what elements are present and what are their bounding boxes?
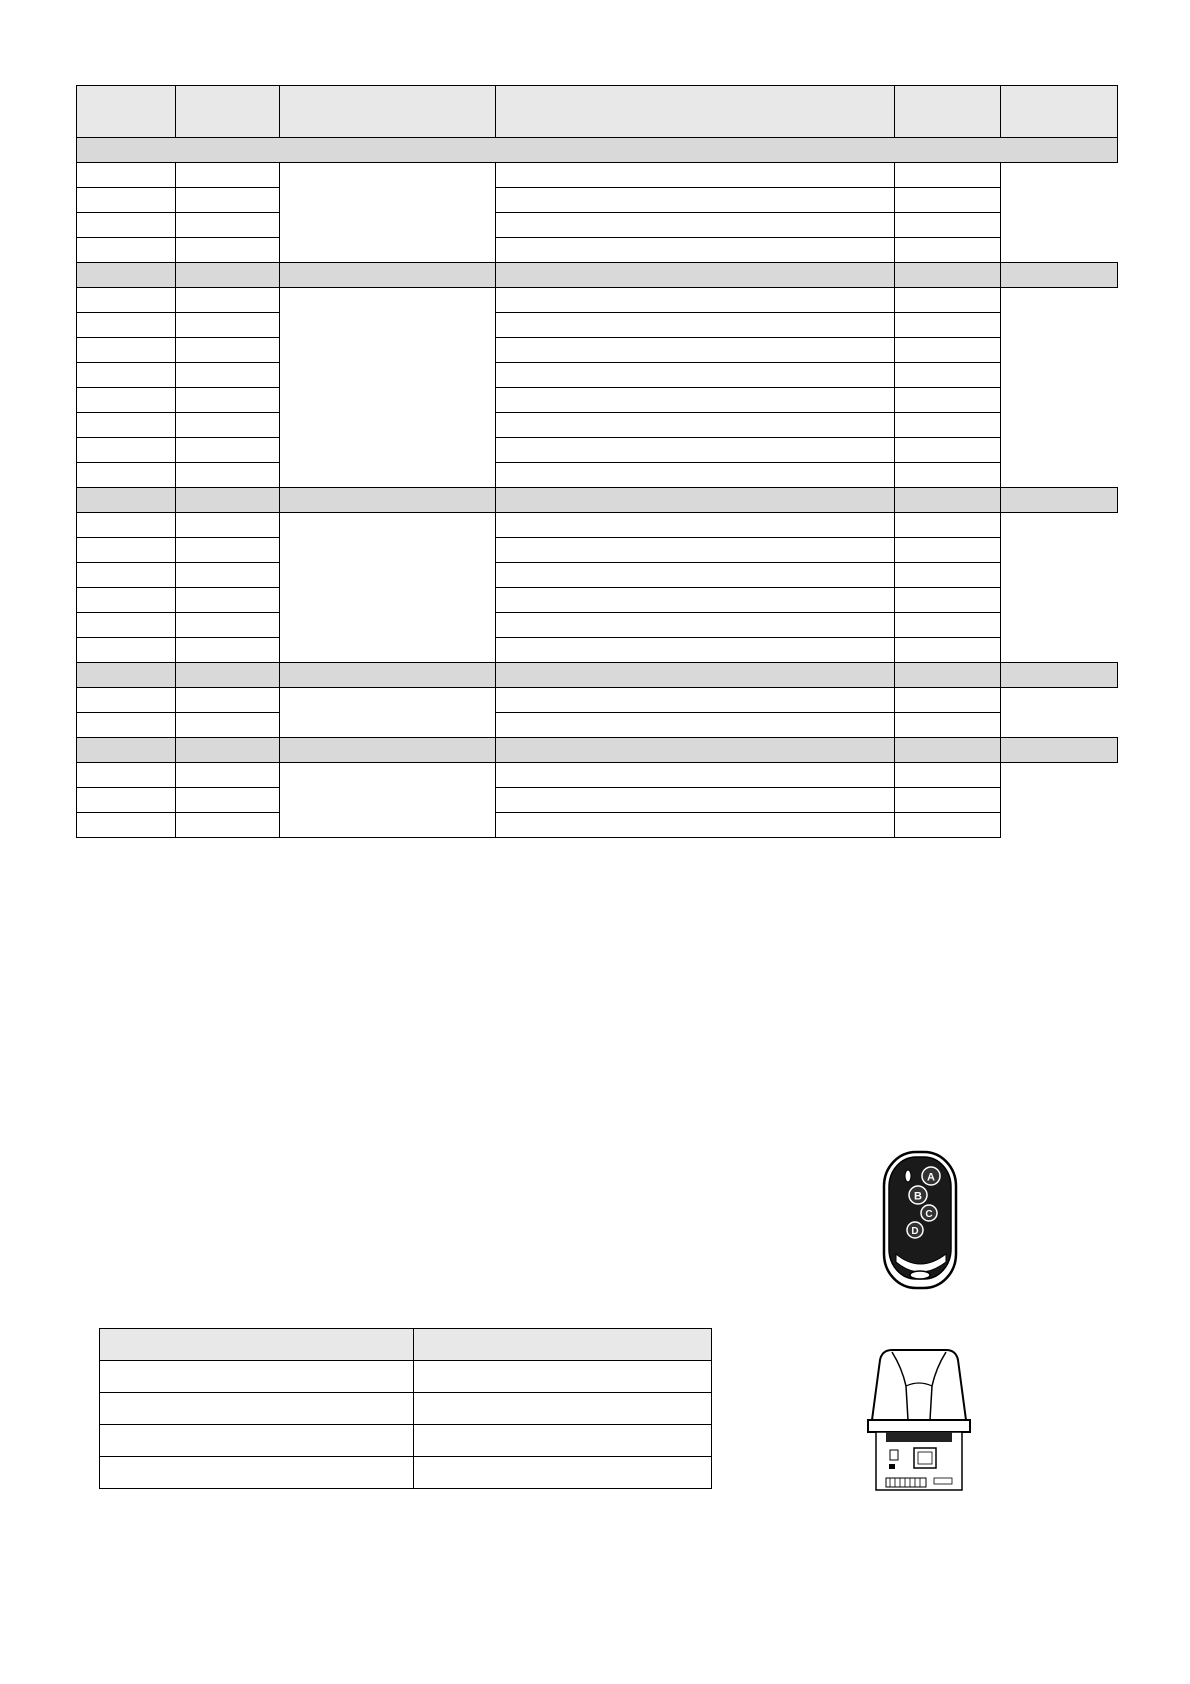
table-cell xyxy=(895,288,1001,313)
svg-text:A: A xyxy=(927,1171,935,1184)
header-cell xyxy=(176,86,280,138)
table-cell xyxy=(496,413,895,438)
group-label-cell xyxy=(280,163,496,263)
table-cell xyxy=(895,413,1001,438)
table-row xyxy=(77,613,1118,638)
svg-text:C: C xyxy=(925,1209,933,1220)
table-cell xyxy=(77,288,176,313)
table-cell xyxy=(176,363,280,388)
table-cell xyxy=(895,388,1001,413)
table-row xyxy=(77,163,1118,188)
table-row xyxy=(77,713,1118,738)
table-cell xyxy=(895,313,1001,338)
table-cell xyxy=(414,1361,712,1393)
table-cell xyxy=(496,763,895,788)
table-row xyxy=(77,763,1118,788)
table-cell xyxy=(895,338,1001,363)
table-cell xyxy=(895,438,1001,463)
header-cell xyxy=(496,86,895,138)
table-cell xyxy=(414,1425,712,1457)
table-cell xyxy=(895,238,1001,263)
table-row xyxy=(77,238,1118,263)
table-cell xyxy=(414,1393,712,1425)
table-cell xyxy=(895,788,1001,813)
table-cell xyxy=(176,638,280,663)
table-cell xyxy=(496,788,895,813)
table-row xyxy=(77,463,1118,488)
table-cell xyxy=(895,588,1001,613)
group-label-cell xyxy=(280,688,496,738)
table-row xyxy=(77,363,1118,388)
section-cell xyxy=(77,263,176,288)
table-cell xyxy=(77,813,176,838)
table-row xyxy=(77,213,1118,238)
table-cell xyxy=(77,238,176,263)
group-label-cell xyxy=(280,288,496,488)
table-cell xyxy=(414,1457,712,1489)
table-cell xyxy=(176,188,280,213)
section-cell xyxy=(1001,263,1118,288)
table-cell xyxy=(496,363,895,388)
section-cell xyxy=(496,663,895,688)
table-header-row xyxy=(77,86,1118,138)
table-row xyxy=(77,688,1118,713)
header-cell xyxy=(1001,86,1118,138)
table-cell xyxy=(176,763,280,788)
section-cell xyxy=(496,263,895,288)
table-cell xyxy=(496,438,895,463)
remote-button-a xyxy=(922,1167,940,1185)
table-row xyxy=(77,513,1118,538)
table-cell xyxy=(895,463,1001,488)
table-cell xyxy=(895,213,1001,238)
table-cell xyxy=(100,1361,414,1393)
table-cell xyxy=(496,163,895,188)
section-cell xyxy=(895,663,1001,688)
table-cell xyxy=(77,763,176,788)
table-cell xyxy=(77,163,176,188)
table-cell xyxy=(77,213,176,238)
table-row xyxy=(77,288,1118,313)
table-cell xyxy=(176,613,280,638)
table-cell xyxy=(77,588,176,613)
header-cell xyxy=(895,86,1001,138)
table-row xyxy=(77,638,1118,663)
svg-text:B: B xyxy=(914,1190,922,1203)
table-cell xyxy=(496,463,895,488)
table-cell xyxy=(77,463,176,488)
table-cell xyxy=(895,763,1001,788)
table-row xyxy=(77,338,1118,363)
section-cell xyxy=(280,663,496,688)
table-cell xyxy=(496,588,895,613)
table-row xyxy=(77,538,1118,563)
table-cell xyxy=(77,788,176,813)
section-header-row xyxy=(77,663,1118,688)
table-cell xyxy=(176,788,280,813)
table-cell xyxy=(77,613,176,638)
table-cell xyxy=(496,813,895,838)
table-row xyxy=(77,788,1118,813)
section-cell xyxy=(77,663,176,688)
table-cell xyxy=(496,638,895,663)
section-cell xyxy=(895,488,1001,513)
table-row xyxy=(77,313,1118,338)
table-cell xyxy=(176,438,280,463)
table-cell xyxy=(176,688,280,713)
table-cell xyxy=(77,688,176,713)
specification-table xyxy=(76,85,1118,838)
section-cell xyxy=(77,738,176,763)
table-row xyxy=(100,1393,712,1425)
table-row xyxy=(77,563,1118,588)
section-cell xyxy=(1001,738,1118,763)
table-cell xyxy=(77,713,176,738)
table-cell xyxy=(496,338,895,363)
table-cell xyxy=(176,288,280,313)
svg-text:D: D xyxy=(911,1226,919,1237)
section-cell xyxy=(176,663,280,688)
table-cell xyxy=(77,413,176,438)
table-row xyxy=(100,1361,712,1393)
section-cell xyxy=(496,488,895,513)
table-cell xyxy=(100,1457,414,1489)
small-table xyxy=(99,1328,712,1489)
table-cell xyxy=(77,538,176,563)
table-cell xyxy=(77,338,176,363)
header-cell xyxy=(77,86,176,138)
section-header-row xyxy=(77,488,1118,513)
table-row xyxy=(77,438,1118,463)
table-cell xyxy=(895,538,1001,563)
table-cell xyxy=(496,538,895,563)
table-cell xyxy=(176,338,280,363)
table-cell xyxy=(176,588,280,613)
table-cell xyxy=(895,188,1001,213)
key-fob-remote-icon xyxy=(876,1150,972,1292)
table-cell xyxy=(496,238,895,263)
header-cell xyxy=(280,86,496,138)
section-header-row xyxy=(77,738,1118,763)
table-cell xyxy=(100,1393,414,1425)
table-cell xyxy=(496,688,895,713)
table-cell xyxy=(77,638,176,663)
table-row xyxy=(100,1425,712,1457)
section-cell xyxy=(280,488,496,513)
table-cell xyxy=(496,713,895,738)
table-cell xyxy=(77,563,176,588)
title-cell xyxy=(77,138,1118,163)
table-cell xyxy=(100,1425,414,1457)
table-cell xyxy=(895,713,1001,738)
table-cell xyxy=(176,513,280,538)
table-cell xyxy=(895,638,1001,663)
table-cell xyxy=(77,438,176,463)
small-table-header-row xyxy=(100,1329,712,1361)
section-cell xyxy=(176,263,280,288)
remote-button-d xyxy=(907,1222,923,1238)
section-cell xyxy=(496,738,895,763)
table-cell xyxy=(496,513,895,538)
table-cell xyxy=(77,388,176,413)
table-cell xyxy=(496,388,895,413)
table-cell xyxy=(176,538,280,563)
receiver-module-icon xyxy=(862,1346,976,1494)
section-cell xyxy=(1001,488,1118,513)
table-cell xyxy=(496,188,895,213)
table-title-row xyxy=(77,138,1118,163)
table-cell xyxy=(176,413,280,438)
table-cell xyxy=(496,213,895,238)
section-header-row xyxy=(77,263,1118,288)
table-cell xyxy=(496,613,895,638)
group-label-cell xyxy=(280,763,496,838)
table-cell xyxy=(176,213,280,238)
table-cell xyxy=(895,613,1001,638)
table-row xyxy=(77,588,1118,613)
section-cell xyxy=(895,263,1001,288)
table-cell xyxy=(176,388,280,413)
table-row xyxy=(77,413,1118,438)
section-cell xyxy=(280,738,496,763)
table-row xyxy=(100,1457,712,1489)
table-cell xyxy=(77,313,176,338)
table-cell xyxy=(176,563,280,588)
section-cell xyxy=(1001,663,1118,688)
section-cell xyxy=(77,488,176,513)
section-cell xyxy=(176,488,280,513)
section-cell xyxy=(280,263,496,288)
header-cell xyxy=(100,1329,414,1361)
table-row xyxy=(77,813,1118,838)
group-label-cell xyxy=(280,513,496,663)
table-cell xyxy=(895,688,1001,713)
section-cell xyxy=(895,738,1001,763)
header-cell xyxy=(414,1329,712,1361)
table-cell xyxy=(895,513,1001,538)
section-cell xyxy=(176,738,280,763)
table-cell xyxy=(496,313,895,338)
table-cell xyxy=(77,363,176,388)
table-cell xyxy=(895,163,1001,188)
remote-button-c xyxy=(921,1205,937,1221)
table-cell xyxy=(496,288,895,313)
table-cell xyxy=(176,813,280,838)
table-cell xyxy=(895,813,1001,838)
remote-button-b xyxy=(909,1186,927,1204)
table-cell xyxy=(77,188,176,213)
table-cell xyxy=(895,363,1001,388)
table-cell xyxy=(496,563,895,588)
table-cell xyxy=(895,563,1001,588)
table-row xyxy=(77,388,1118,413)
table-cell xyxy=(176,163,280,188)
table-cell xyxy=(176,238,280,263)
table-cell xyxy=(77,513,176,538)
table-cell xyxy=(176,713,280,738)
table-row xyxy=(77,188,1118,213)
table-cell xyxy=(176,313,280,338)
table-cell xyxy=(176,463,280,488)
